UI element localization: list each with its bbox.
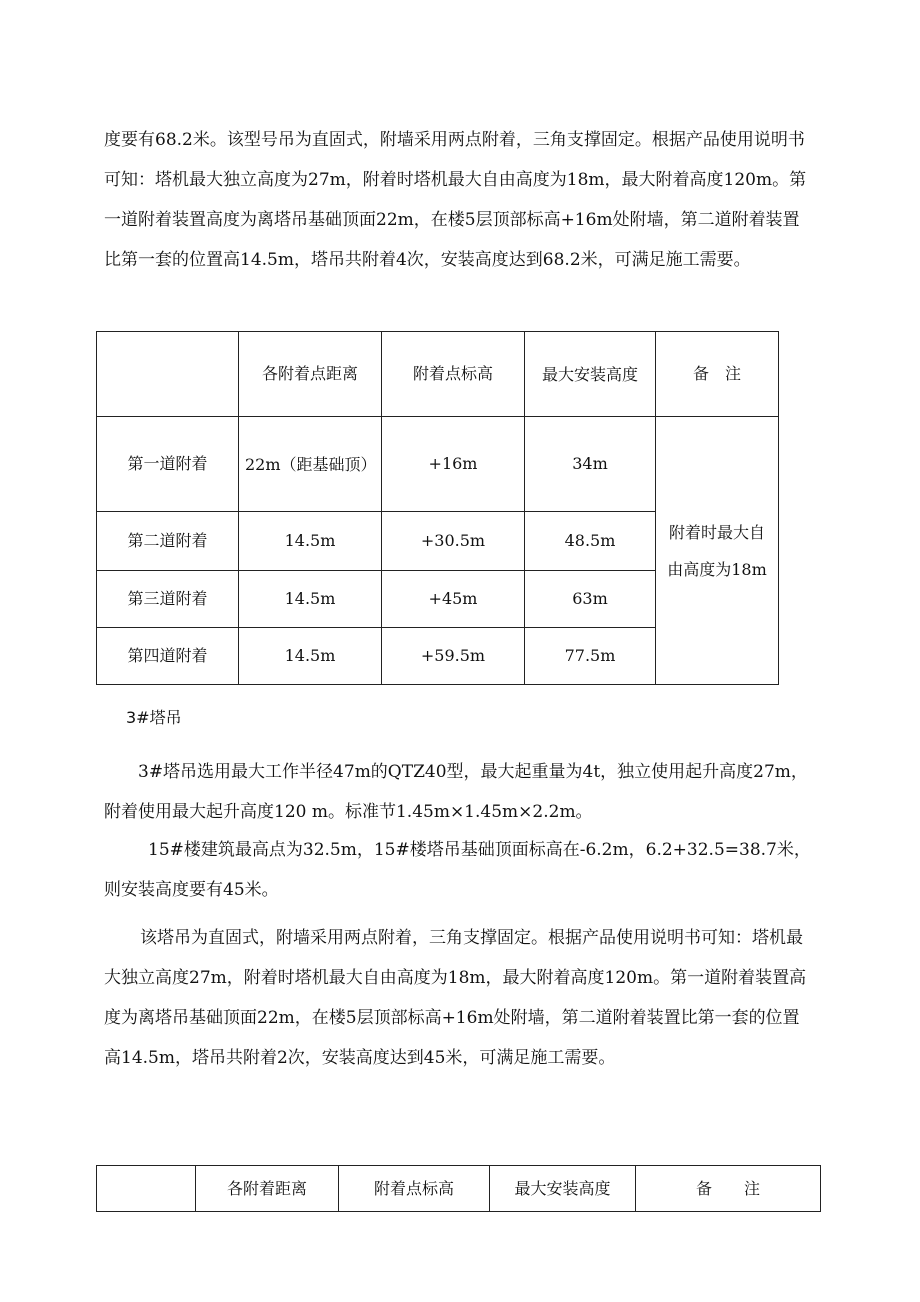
table-row [97,417,779,512]
row-max-height: 77.5m [525,628,656,685]
row-distance: 14.5m [239,628,382,685]
paragraph-4: 该塔吊为直固式，附墙采用两点附着，三角支撑固定。根据产品使用说明书可知：塔机最大独立高度27m，附着时塔机最大自由高度为18m，最大附着高度120m。第一道附着装置高度为离塔吊基础顶面22m，在楼5层顶部标高+16m处附墙，第二道附着装置比第一套的位置高14.5m，塔吊共附着2次，安装高度达到45米，可满足施工需要。 [104,928,807,1068]
row-max-height: 48.5m [525,512,656,571]
row-name: 第三道附着 [97,571,239,628]
row-elevation: +45m [382,571,525,628]
row-elevation: +16m [382,417,525,512]
header-cell: 备 注 [656,332,779,417]
paragraph-1: 度要有68.2米。该型号吊为直固式，附墙采用两点附着，三角支撑固定。根据产品使用说明书可知：塔机最大独立高度为27m，附着时塔机最大自由高度为18m，最大附着高度120m。第一道附着装置高度为离塔吊基础顶面22m，在楼5层顶部标高+16m处附墙，第二道附着装置比第一套的位置高14.5m，塔吊共附着4次，安装高度达到68.2米，可满足施工需要。 [104,130,807,270]
paragraph-2: 3#塔吊选用最大工作半径47m的QTZ40型，最大起重量为4t，独立使用起升高度27m，附着使用最大起升高度120 m。标准节1.45m×1.45m×2.2m。 [104,762,808,822]
row-elevation: +59.5m [382,628,525,685]
header-cell: 附着点标高 [382,332,525,417]
attachment-table-2 [96,1165,821,1212]
header-cell: 各附着距离 [196,1166,339,1212]
table-header-row [97,332,779,417]
paragraph-3: 15#楼建筑最高点为32.5m，15#楼塔吊基础顶面标高在-6.2m，6.2+32.5=38.7米，则安装高度要有45米。 [104,840,811,900]
row-distance: 14.5m [239,512,382,571]
row-name: 第一道附着 [97,417,239,512]
header-cell [97,1166,196,1212]
row-elevation: +30.5m [382,512,525,571]
row-name: 第四道附着 [97,628,239,685]
header-cell [97,332,239,417]
section-heading: 3#塔吊 [126,708,182,727]
header-cell: 各附着点距离 [239,332,382,417]
row-name: 第二道附着 [97,512,239,571]
remark-cell: 附着时最大自由高度为18m [656,417,779,685]
row-distance: 14.5m [239,571,382,628]
row-distance: 22m（距基础顶） [239,417,382,512]
header-cell: 备 注 [636,1166,821,1212]
table-header-row [97,1166,821,1212]
header-cell: 最大安装高度 [490,1166,636,1212]
header-cell: 最大安装高度 [525,332,656,417]
row-max-height: 63m [525,571,656,628]
header-cell: 附着点标高 [339,1166,490,1212]
row-max-height: 34m [525,417,656,512]
attachment-table-1 [96,331,779,685]
